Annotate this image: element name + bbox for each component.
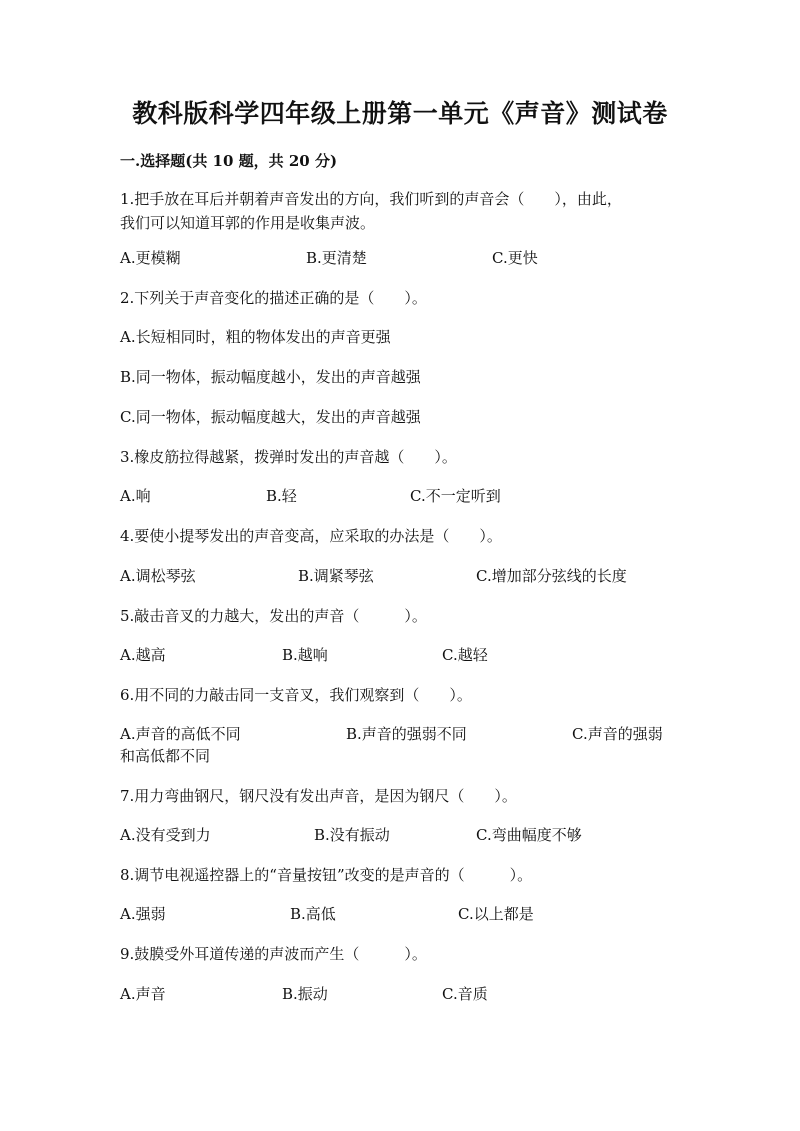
question-1-option-c[interactable]: C.更快 <box>492 249 538 267</box>
question-8-option-a[interactable]: A.强弱 <box>120 905 166 923</box>
question-1-option-b[interactable]: B.更清楚 <box>306 249 367 267</box>
question-1 <box>120 187 680 235</box>
question-3-options <box>120 484 680 508</box>
question-8-option-b[interactable]: B.高低 <box>290 905 336 923</box>
section-title: 一.选择题(共 10 题，共 20 分) <box>120 152 338 170</box>
question-9-option-c[interactable]: C.音质 <box>442 985 488 1003</box>
question-7-option-a[interactable]: A.没有受到力 <box>120 826 211 844</box>
question-9-stem: 9.鼓膜受外耳道传递的声波而产生（ ）。 <box>120 945 427 963</box>
question-4-option-b[interactable]: B.调紧琴弦 <box>298 567 374 585</box>
question-9-option-a[interactable]: A.声音 <box>120 985 166 1003</box>
question-3-stem: 3.橡皮筋拉得越紧，拨弹时发出的声音越（ ）。 <box>120 448 457 466</box>
question-5-option-a[interactable]: A.越高 <box>120 646 166 664</box>
question-7-stem: 7.用力弯曲钢尺，钢尺没有发出声音，是因为钢尺（ ）。 <box>120 787 517 805</box>
question-6-options <box>120 722 680 746</box>
question-6-option-c-continuation: 和高低都不同 <box>120 747 211 765</box>
question-9-options <box>120 982 680 1006</box>
question-8-option-c[interactable]: C.以上都是 <box>458 905 534 923</box>
question-4-stem: 4.要使小提琴发出的声音变高，应采取的办法是（ ）。 <box>120 527 502 545</box>
question-5-option-c[interactable]: C.越轻 <box>442 646 488 664</box>
question-5-stem: 5.敲击音叉的力越大，发出的声音（ ）。 <box>120 607 427 625</box>
question-3-option-b[interactable]: B.轻 <box>266 487 297 505</box>
question-8-stem: 8.调节电视遥控器上的“音量按钮”改变的是声音的（ ）。 <box>120 866 533 884</box>
question-4-option-a[interactable]: A.调松琴弦 <box>120 567 196 585</box>
question-9-option-b[interactable]: B.振动 <box>282 985 328 1003</box>
question-2-option-a[interactable]: A.长短相同时，粗的物体发出的声音更强 <box>120 328 391 346</box>
question-1-options <box>120 246 680 270</box>
question-6-option-c[interactable]: C.声音的强弱 <box>572 725 663 743</box>
question-6-stem: 6.用不同的力敲击同一支音叉，我们观察到（ ）。 <box>120 686 472 704</box>
question-3-option-a[interactable]: A.响 <box>120 487 151 505</box>
question-8-options <box>120 902 680 926</box>
question-1-stem-line-2: 我们可以知道耳郭的作用是收集声波。 <box>120 214 376 232</box>
question-2-stem: 2.下列关于声音变化的描述正确的是（ ）。 <box>120 289 427 307</box>
question-4-option-c[interactable]: C.增加部分弦线的长度 <box>476 567 627 585</box>
question-1-option-a[interactable]: A.更模糊 <box>120 249 181 267</box>
question-7-option-b[interactable]: B.没有振动 <box>314 826 390 844</box>
question-6-option-a[interactable]: A.声音的高低不同 <box>120 725 241 743</box>
question-4-options <box>120 564 680 588</box>
question-1-stem-line-1: 1.把手放在耳后并朝着声音发出的方向，我们听到的声音会（ ），由此， <box>120 190 622 208</box>
question-7-option-c[interactable]: C.弯曲幅度不够 <box>476 826 582 844</box>
question-7-options <box>120 823 680 847</box>
question-2-option-c[interactable]: C.同一物体，振动幅度越大，发出的声音越强 <box>120 408 421 426</box>
question-5-options <box>120 643 680 667</box>
question-2-option-b[interactable]: B.同一物体，振动幅度越小，发出的声音越强 <box>120 368 421 386</box>
question-3-option-c[interactable]: C.不一定听到 <box>410 487 501 505</box>
page-title: 教科版科学四年级上册第一单元《声音》测试卷 <box>132 99 668 128</box>
question-6-option-b[interactable]: B.声音的强弱不同 <box>346 725 467 743</box>
question-5-option-b[interactable]: B.越响 <box>282 646 328 664</box>
